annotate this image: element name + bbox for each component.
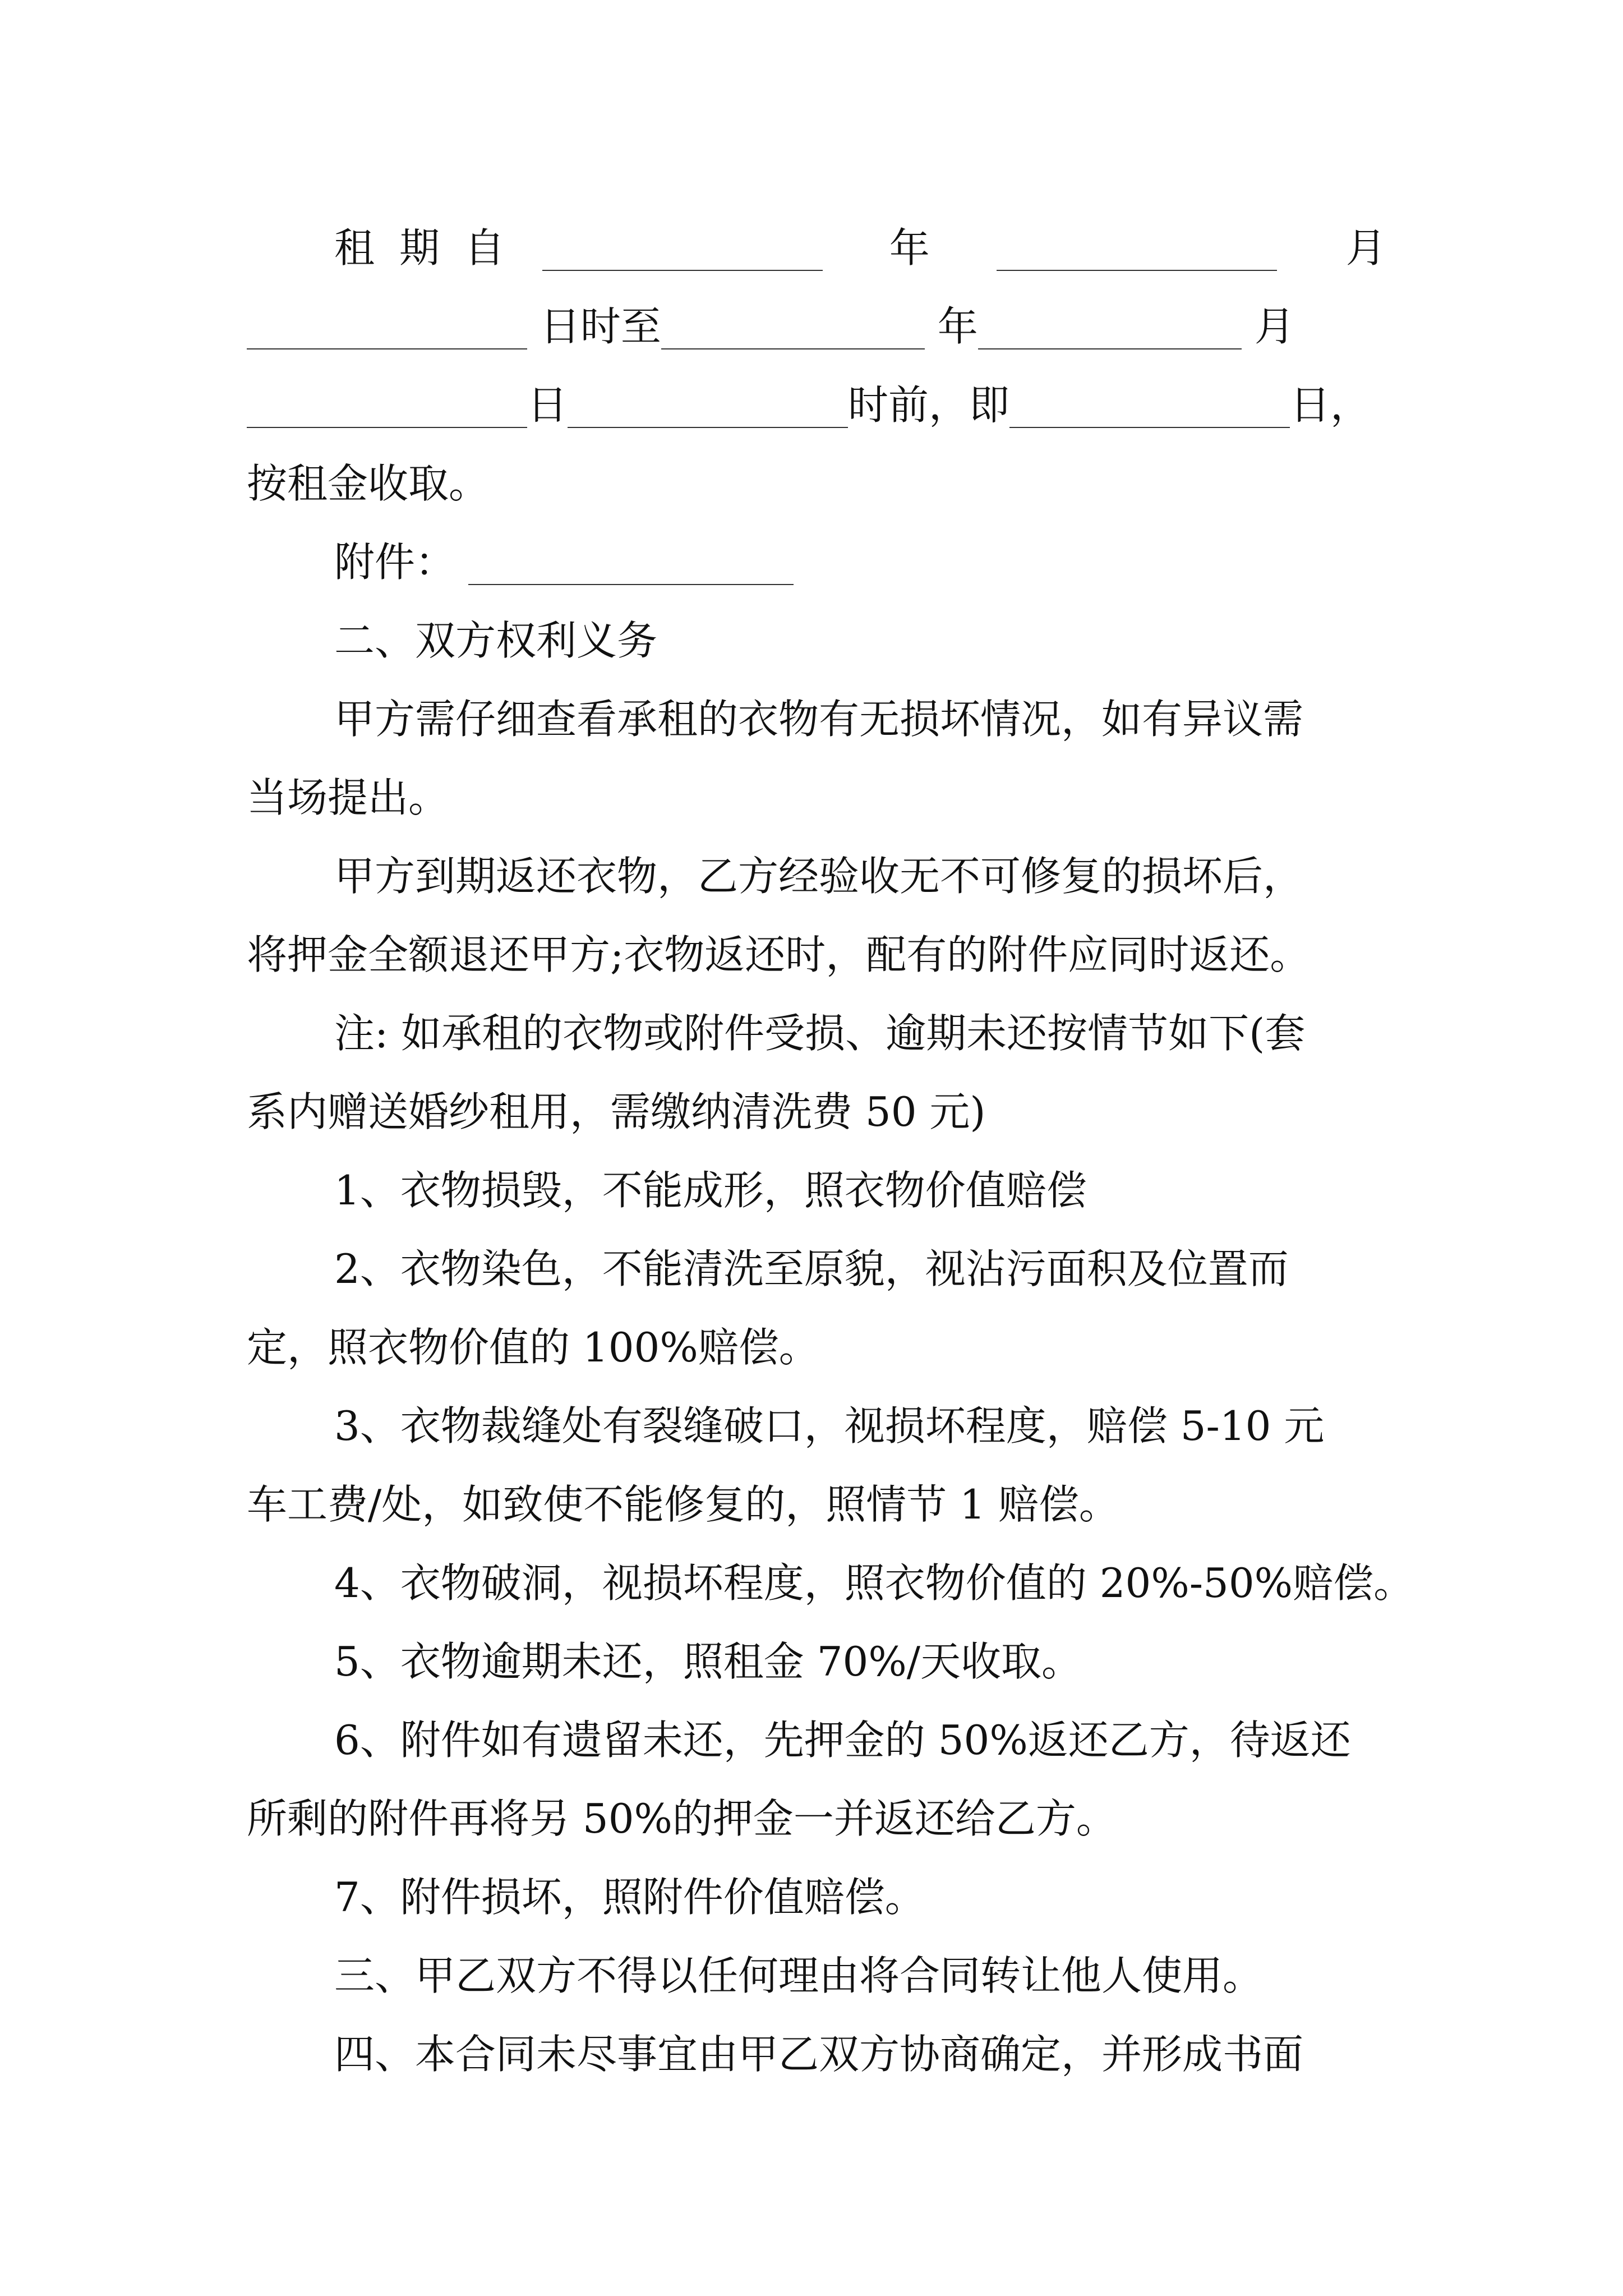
- section-3: 三、甲乙双方不得以任何理由将合同转让他人使用。: [334, 1952, 1264, 1999]
- label-before: 时前，即: [848, 381, 1010, 429]
- label-month: 月: [1345, 224, 1386, 272]
- label-day-end: 日，: [1290, 381, 1371, 429]
- para-1-line-2: 当场提出。: [247, 774, 449, 821]
- label-day-time-to: 日时至: [540, 303, 661, 350]
- blank-year-start: [542, 268, 823, 271]
- item-5: 5、衣物逾期未还，照租金 70%/天收取。: [334, 1638, 1082, 1685]
- charge-line: 按租金收取。: [247, 460, 490, 507]
- item-3-line-1: 3、衣物裁缝处有裂缝破口，视损坏程度，赔偿 5-10 元: [334, 1402, 1325, 1450]
- item-1: 1、衣物损毁，不能成形，照衣物价值赔偿: [334, 1167, 1087, 1214]
- blank-hour-end: [568, 425, 848, 428]
- section-4-line-1: 四、本合同未尽事宜由甲乙双方协商确定，并形成书面: [334, 2031, 1304, 2078]
- item-2-line-1: 2、衣物染色，不能清洗至原貌，视沾污面积及位置而: [334, 1245, 1289, 1292]
- lease-period-line-3: [247, 366, 1399, 444]
- blank-year-end: [661, 346, 925, 349]
- para-2-line-2: 将押金全额退还甲方;衣物返还时，配有的附件应同时返还。: [247, 931, 1311, 978]
- note-line-1: 注: 如承租的衣物或附件受损、逾期未还按情节如下(套: [334, 1010, 1306, 1057]
- para-2-line-1: 甲方到期返还衣物，乙方经验收无不可修复的损坏后，: [334, 853, 1304, 900]
- attachment-label: 附件：: [334, 539, 456, 586]
- item-6-line-1: 6、附件如有遗留未还，先押金的 50%返还乙方，待返还: [334, 1717, 1351, 1764]
- blank-total-days: [1009, 425, 1290, 428]
- item-6-line-2: 所剩的附件再将另 50%的押金一并返还给乙方。: [247, 1795, 1117, 1842]
- blank-attachment: [468, 582, 794, 585]
- document-page: [247, 209, 1414, 2093]
- blank-month-end: [978, 346, 1242, 349]
- note-line-2: 系内赠送婚纱租用，需缴纳清洗费 50 元): [247, 1088, 986, 1135]
- lease-period-line-1: [247, 209, 1399, 287]
- item-4: 4、衣物破洞，视损坏程度，照衣物价值的 20%-50%赔偿。: [334, 1559, 1414, 1607]
- blank-month-start: [997, 268, 1277, 271]
- label-month-end: 月: [1254, 303, 1295, 350]
- lease-period-prefix: 租期自: [334, 224, 530, 272]
- blank-day-start: [247, 346, 527, 349]
- label-year: 年: [889, 224, 930, 272]
- item-7: 7、附件损坏，照附件价值赔偿。: [334, 1874, 925, 1921]
- label-year-end: 年: [937, 303, 978, 350]
- lease-period-line-2: [247, 287, 1399, 366]
- item-3-line-2: 车工费/处，如致使不能修复的，照情节 1 赔偿。: [247, 1481, 1119, 1528]
- item-2-line-2: 定，照衣物价值的 100%赔偿。: [247, 1324, 819, 1371]
- label-day: 日: [527, 381, 568, 429]
- blank-day-end: [247, 425, 527, 428]
- para-1-line-1: 甲方需仔细查看承租的衣物有无损坏情况，如有异议需: [334, 696, 1304, 743]
- section-2-title: 二、双方权利义务: [334, 617, 658, 664]
- attachment-line: [247, 523, 1399, 601]
